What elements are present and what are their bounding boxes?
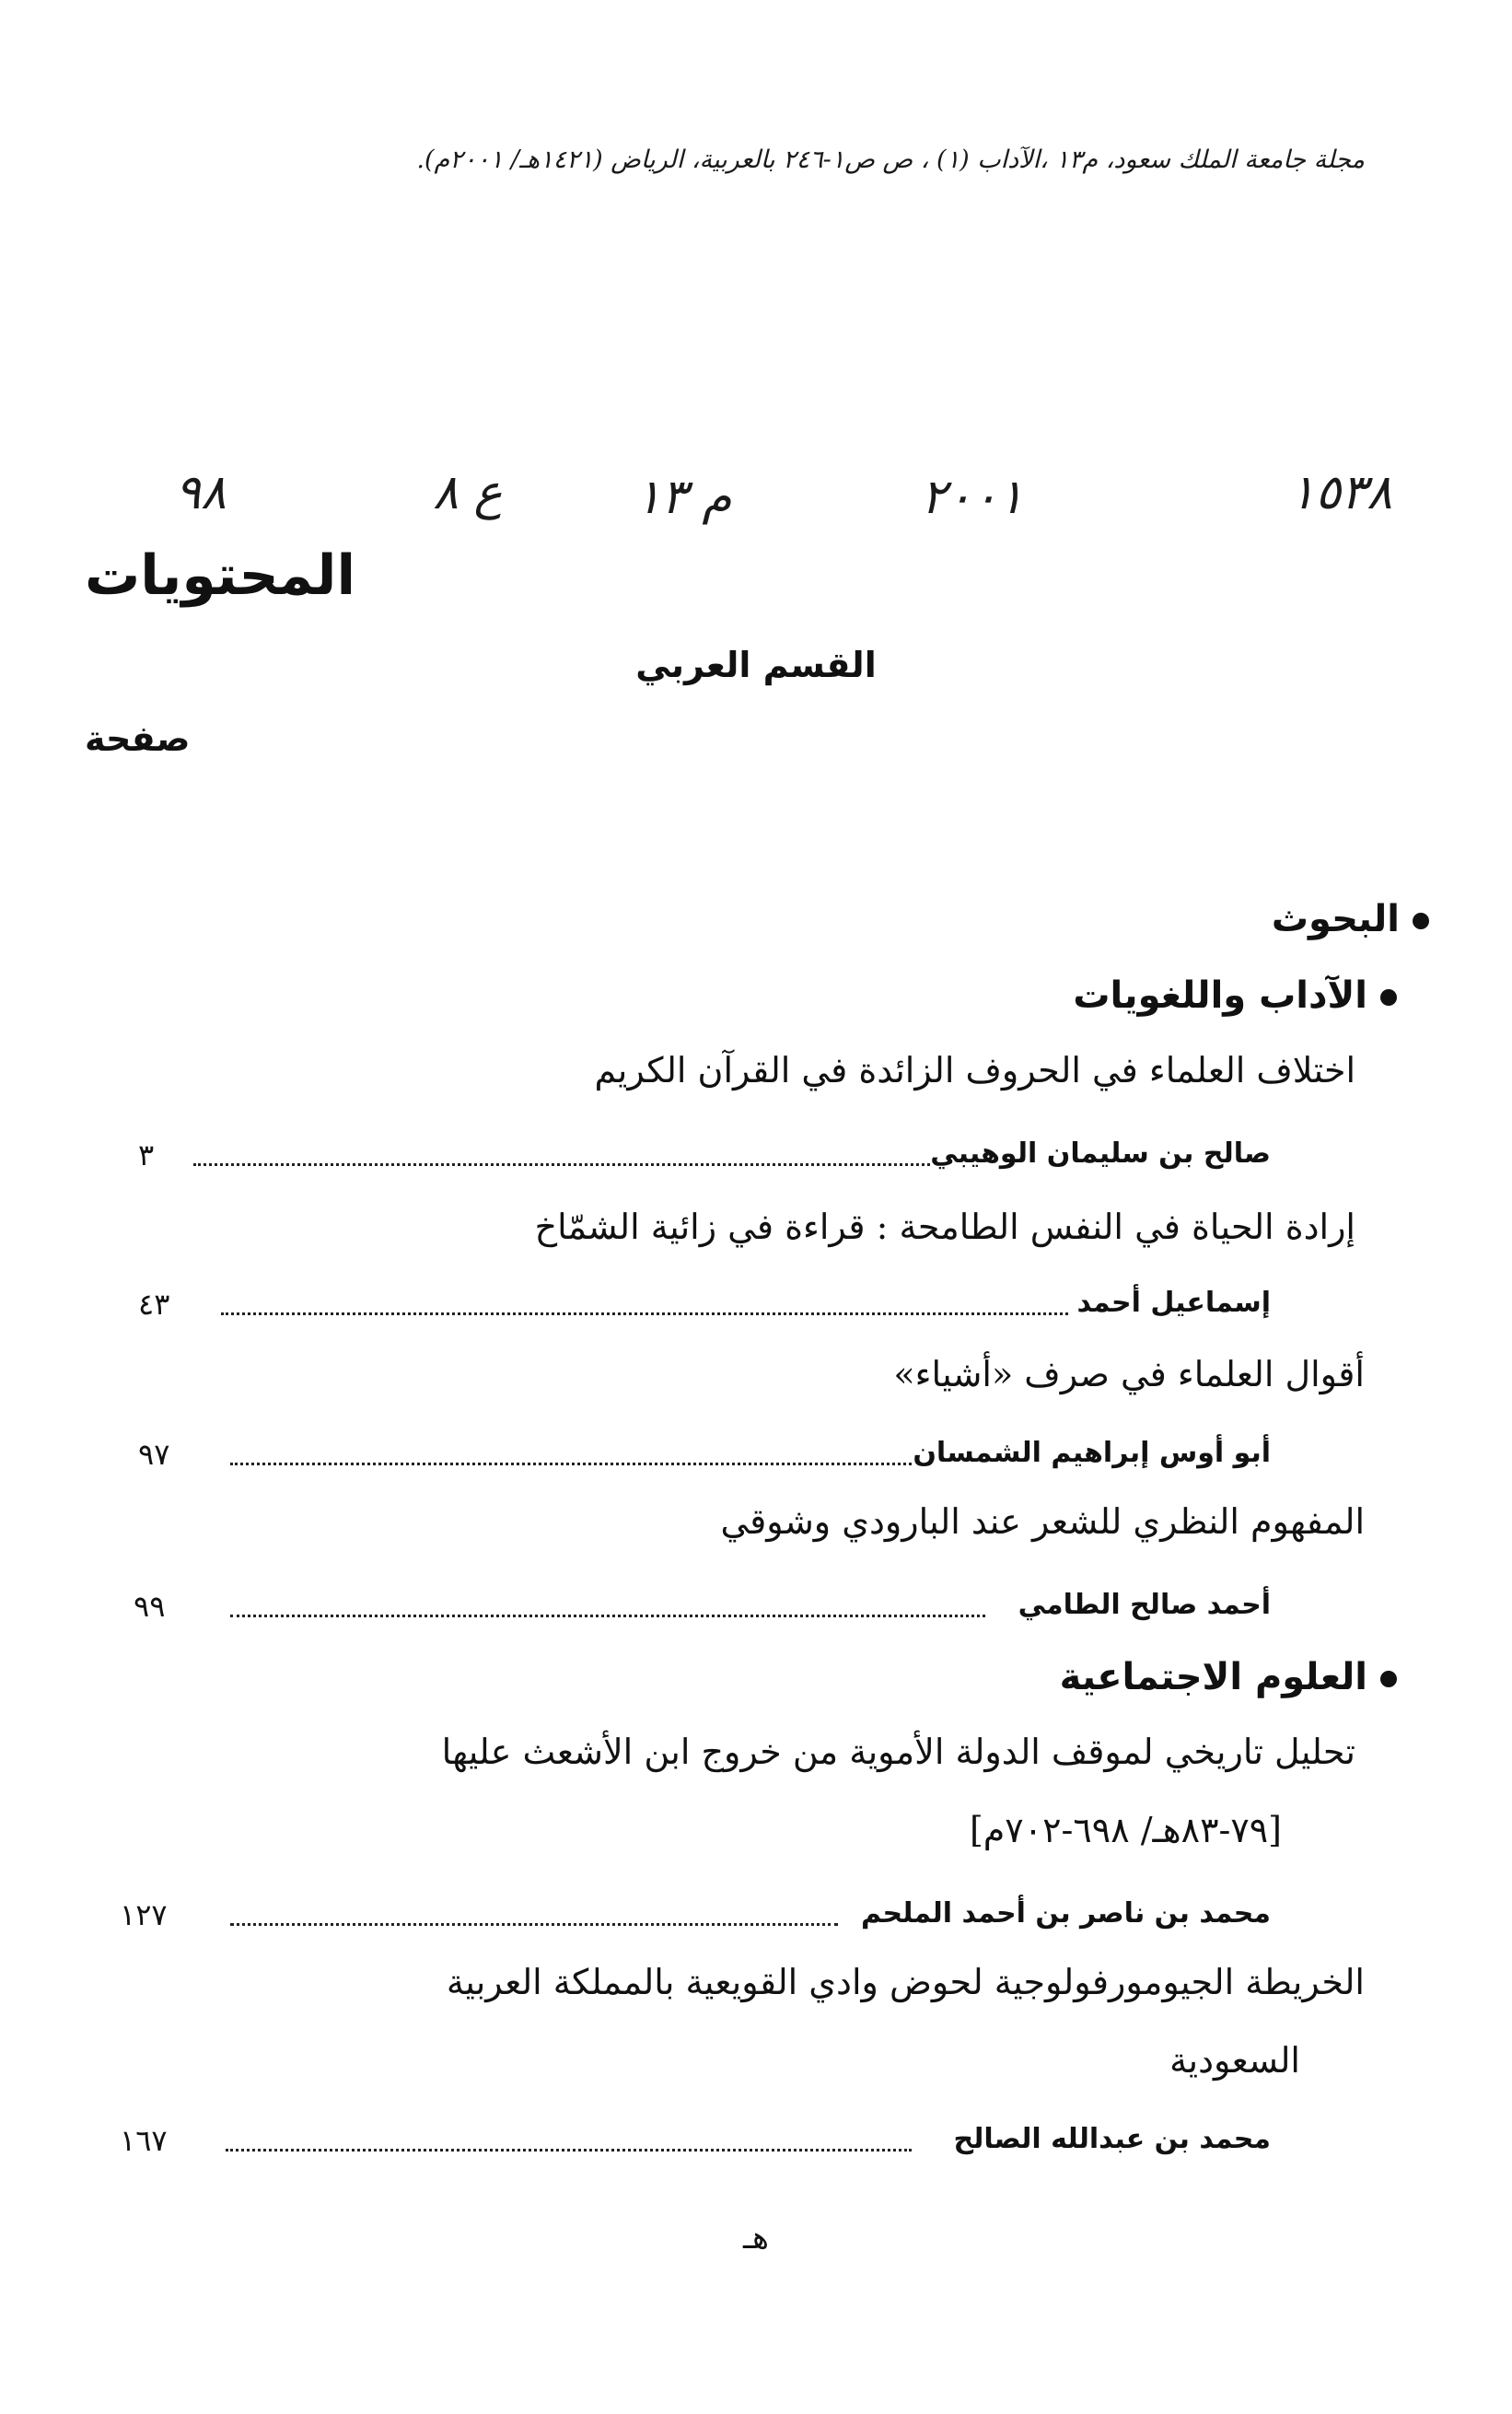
page-column-label: صفحة: [85, 718, 191, 759]
handwritten-note-issue: ع ٨: [433, 465, 503, 520]
article-title-line2: [٧٩-٨٣هـ/ ٦٩٨-٧٠٢م]: [969, 1810, 1282, 1850]
toc-entry-row: [120, 2123, 1271, 2169]
toc-entry-row: [120, 1437, 1271, 1483]
category-literature-label: الآداب واللغويات: [1073, 974, 1367, 1017]
category-social-label: العلوم الاجتماعية: [1059, 1656, 1367, 1698]
article-author: محمد بن عبدالله الصالح: [953, 2123, 1271, 2155]
journal-citation: مجلة جامعة الملك سعود، م١٣ ،الآداب (١) ، ص ص١-٢٤٦ بالعربية، الرياض (١٤٢١هـ/ ٢٠٠١م).: [416, 146, 1365, 174]
article-author: أبو أوس إبراهيم الشمسان: [913, 1437, 1271, 1469]
article-author: صالح بن سليمان الوهيبي: [930, 1137, 1271, 1170]
category-social-sciences: [1060, 1656, 1397, 1698]
dot-leader: [230, 1923, 838, 1926]
article-title: إرادة الحياة في النفس الطامحة : قراءة في زائية الشمّاخ: [534, 1207, 1355, 1247]
article-title-line2: السعودية: [1169, 2040, 1300, 2081]
handwritten-note-year: ٢٠٠١: [921, 470, 1024, 525]
article-page-number: ٣: [138, 1137, 155, 1172]
toc-entry-row: [120, 1897, 1271, 1943]
dot-leader: [230, 1615, 985, 1617]
bullet-icon: [1380, 1671, 1397, 1687]
dot-leader: [221, 1312, 1068, 1315]
article-author: إسماعيل أحمد: [1076, 1287, 1271, 1319]
article-author: أحمد صالح الطامي: [1018, 1589, 1271, 1621]
article-author: محمد بن ناصر بن أحمد الملحم: [861, 1897, 1271, 1930]
article-page-number: ٩٧: [138, 1437, 170, 1472]
category-research-label: البحوث: [1271, 898, 1400, 940]
toc-entry-row: [120, 1589, 1271, 1635]
article-page-number: ١٢٧: [120, 1897, 168, 1932]
handwritten-note-volume: م ١٣: [635, 470, 732, 525]
article-page-number: ١٦٧: [120, 2123, 168, 2158]
article-title: المفهوم النظري للشعر عند البارودي وشوقي: [720, 1501, 1365, 1542]
dot-leader: [226, 2149, 912, 2152]
dot-leader: [193, 1163, 930, 1166]
category-research: [1272, 898, 1429, 940]
handwritten-note-page: ٩٨: [175, 465, 227, 520]
article-title: تحليل تاريخي لموقف الدولة الأموية من خروج ابن الأشعث عليها: [441, 1732, 1355, 1772]
category-literature: [1073, 974, 1397, 1017]
toc-title: المحتويات: [85, 543, 356, 608]
bullet-icon: [1380, 989, 1397, 1006]
article-page-number: ٩٩: [134, 1589, 166, 1624]
article-page-number: ٤٣: [138, 1287, 170, 1322]
article-title: أقوال العلماء في صرف «أشياء»: [893, 1354, 1365, 1394]
dot-leader: [230, 1463, 912, 1465]
toc-entry-row: [120, 1287, 1271, 1333]
toc-entry-row: [120, 1137, 1271, 1184]
handwritten-note-number: ١٥٣٨: [1289, 465, 1392, 520]
section-title: القسم العربي: [635, 645, 877, 685]
page-mark: هـ: [743, 2220, 769, 2257]
article-title: اختلاف العلماء في الحروف الزائدة في القرآن الكريم: [594, 1050, 1355, 1090]
article-title: الخريطة الجيومورفولوجية لحوض وادي القويعية بالمملكة العربية: [446, 1962, 1365, 2002]
bullet-icon: [1413, 913, 1429, 929]
